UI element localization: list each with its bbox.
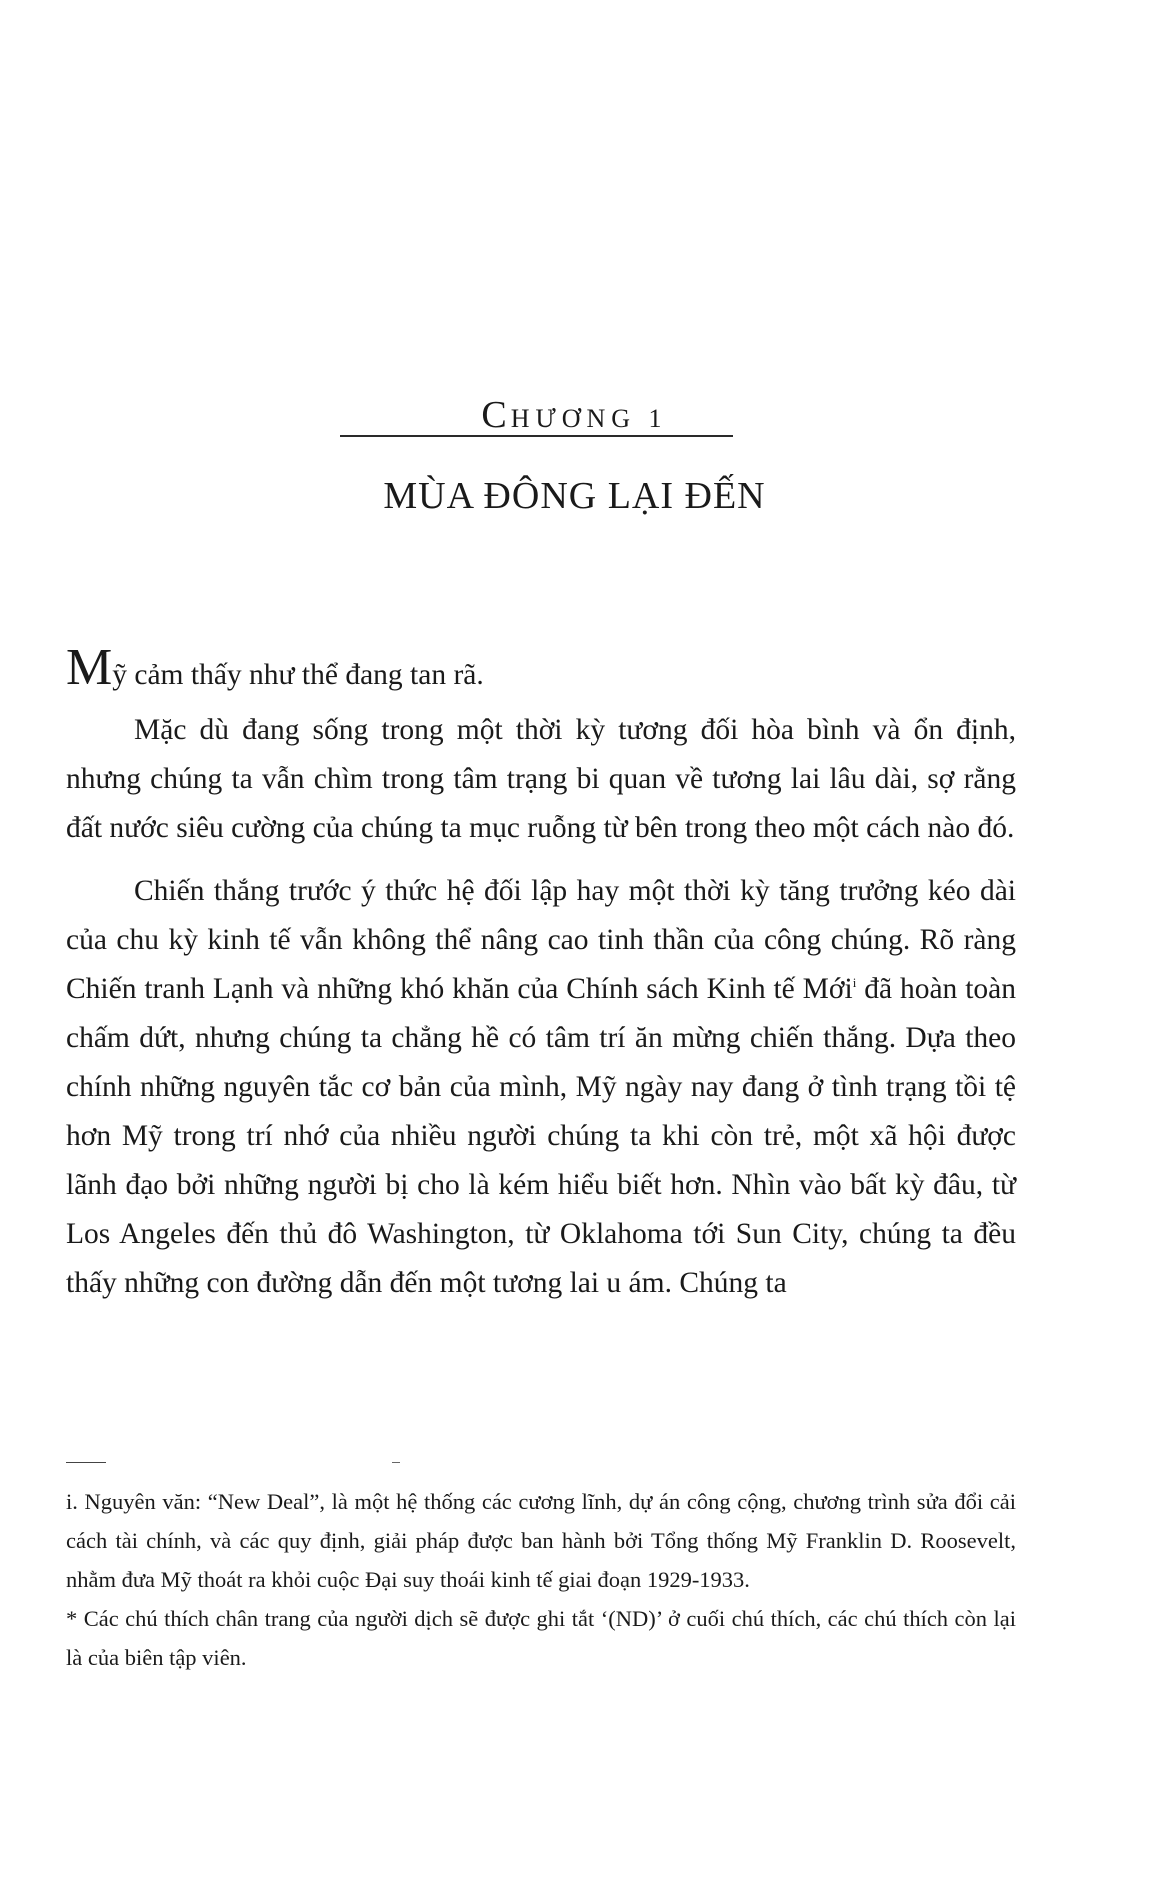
footnote-marker: i <box>852 975 857 991</box>
chapter-title: MÙA ĐÔNG LẠI ĐẾN <box>383 475 766 517</box>
chapter-label-initial: C <box>481 394 511 436</box>
opening-sentence: ỹ cảm thấy như thể đang tan rã. <box>112 659 484 691</box>
paragraph-2-part-2: đã hoàn toàn chấm dứt, nhưng chúng ta chẳng hề có tâm trí ăn mừng chiến thắng. Dựa theo chính những nguyên tắc cơ bản của mình, Mỹ ngày nay đang ở tình trạng tồi tệ hơn Mỹ trong trí nhớ của nhiều người chúng ta khi còn trẻ, một xã hội được lãnh đạo bởi những người bị cho là kém hiểu biết hơn. Nhìn vào bất kỳ đâu, từ Los Angeles đến thủ đô Washington, từ Oklahoma tới Sun City, chúng ta đều thấy những con đường dẫn đến một tương lai u ám. Chúng ta <box>66 973 1016 1299</box>
footnotes <box>66 1482 1016 1677</box>
paragraph-2 <box>66 867 1016 1308</box>
footnote-star: * Các chú thích chân trang của người dịch sẽ được ghi tắt ‘(ND)’ ở cuối chú thích, các chú thích còn lại là của biên tập viên. <box>66 1606 1016 1670</box>
body-text <box>66 639 1016 1322</box>
opening-paragraph <box>66 639 1016 700</box>
footnote-divider-mark <box>392 1462 400 1463</box>
footnote-divider <box>66 1462 106 1463</box>
chapter-label <box>0 393 1149 437</box>
drop-cap: M <box>66 639 113 696</box>
paragraph-1: Mặc dù đang sống trong một thời kỳ tương đối hòa bình và ổn định, nhưng chúng ta vẫn chìm trong tâm trạng bi quan về tương lai lâu dài, sợ rằng đất nước siêu cường của chúng ta mục ruỗng từ bên trong theo một cách nào đó. <box>66 714 1016 844</box>
chapter-divider <box>340 435 733 437</box>
chapter-label-rest: HƯƠNG 1 <box>510 404 668 433</box>
footnote-i: i. Nguyên văn: “New Deal”, là một hệ thống các cương lĩnh, dự án công cộng, chương trình sửa đổi cải cách tài chính, và các quy định, giải pháp được ban hành bởi Tổng thống Mỹ Franklin D. Roosevelt, nhằm đưa Mỹ thoát ra khỏi cuộc Đại suy thoái kinh tế giai đoạn 1929-1933. <box>66 1489 1016 1592</box>
paragraph-2-part-1: Chiến thắng trước ý thức hệ đối lập hay một thời kỳ tăng trưởng kéo dài của chu kỳ kinh tế vẫn không thể nâng cao tinh thần của công chúng. Rõ ràng Chiến tranh Lạnh và những khó khăn của Chính sách Kinh tế Mới <box>66 875 1016 1005</box>
